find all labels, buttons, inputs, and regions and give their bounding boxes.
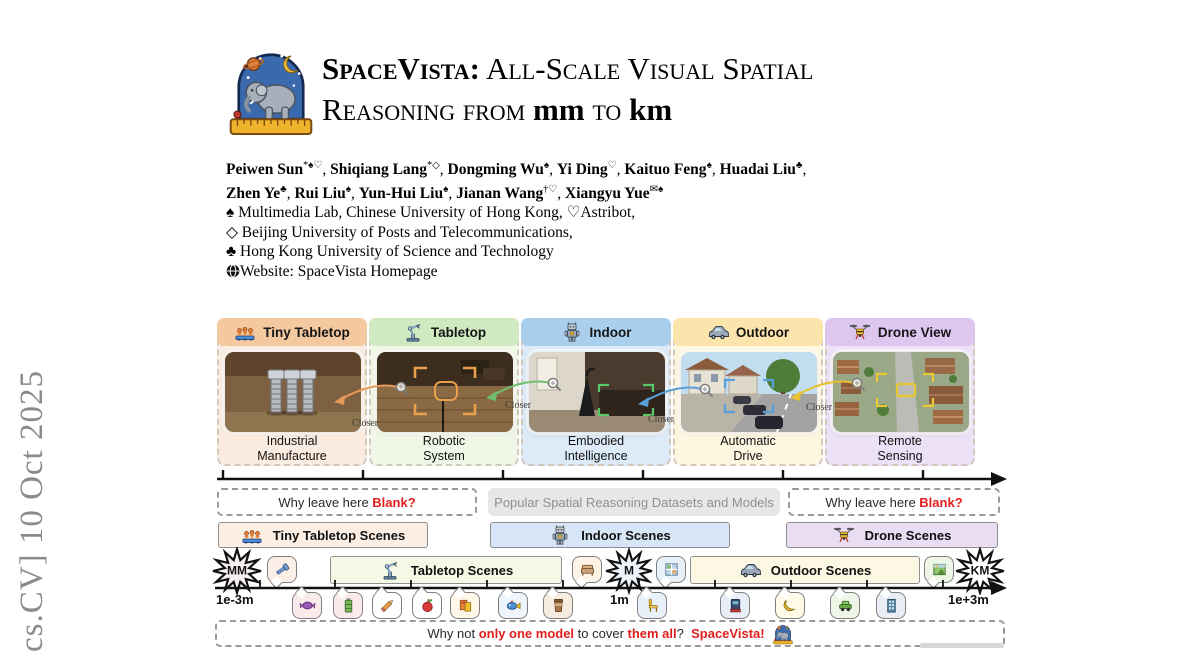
tiny-tabletop-scenes-box: Tiny Tabletop Scenes [218,522,428,548]
panel-caption: Automatic Drive [720,434,776,463]
scale-axis [215,468,1007,488]
mm-burst: MM [210,547,264,595]
candy-bubble [292,592,322,619]
city-map-icon [663,561,680,578]
car-icon [739,560,761,580]
paper-cup-icon [550,597,567,614]
website-line [226,262,1026,282]
mini-assembly-line-icon [241,525,263,545]
m-burst: M [604,547,654,595]
books-icon [457,597,474,614]
car-icon [837,597,854,614]
unit-km: km [629,92,673,127]
affiliation-line: ◇ Beijing University of Posts and Telecommunications, [226,223,573,241]
title-line-2: Reasoning from mm to km [322,92,673,127]
magnifier-icon [548,378,560,390]
closer-label: Closer [505,400,532,411]
author: Shiqiang Lang*◇, [330,160,448,179]
spacevista-mini-logo-icon [773,623,793,645]
robot-arm-icon [379,560,401,580]
unit-mm: mm [532,92,585,127]
books-bubble [450,592,480,619]
chair-bubble [637,592,667,619]
author: Zhen Ye♣, [226,183,295,202]
panel-caption: Industrial Manufacture [257,434,327,463]
blank-question-right: Why leave here Blank? [788,488,1000,516]
closer-label: Closer [352,418,379,429]
bottom-question-box: Why not only one model to cover them all ? SpaceVista! [215,620,1005,647]
arxiv-watermark: cs.CV] 10 Oct 2025 [14,370,50,652]
car-bubble [830,592,860,619]
panel-caption: Robotic System [422,434,466,463]
building-bubble [876,592,906,619]
magnifier-icon [396,382,408,394]
toy-fish-icon [505,597,522,614]
author: Xiangyu Yue✉♠ [565,183,664,202]
highlight-only-one-model: only one model [478,626,575,641]
blank-question-left: Why leave here Blank? [217,488,477,516]
author: Huadai Liu♣, [719,160,807,179]
author: Jianan Wang†♡, [456,183,566,202]
humanoid-robot-icon [561,322,583,342]
panel-header: Drone View [825,318,975,346]
robot-machine-bubble [720,592,750,619]
author: Peiwen Sun*♠♡, [226,160,331,179]
drone-icon [833,525,855,545]
affiliation-line: ♣ Hong Kong University of Science and Technology [226,243,554,261]
drone-icon [849,322,871,342]
battery-bubble [333,592,363,619]
highlight-spacevista: SpaceVista! [691,626,765,641]
panel-header: Outdoor [673,318,823,346]
title-brand: SpaceVista: [322,51,480,86]
author: Yi Ding♡, [556,160,625,179]
scale-min-label: 1e-3m [216,592,254,607]
indoor-scenes-box: Indoor Scenes [490,522,730,548]
cup-bubble [543,592,573,619]
mini-assembly-line-icon [234,322,256,342]
candy-icon [299,597,316,614]
humanoid-robot-icon [549,525,571,545]
battery-icon [340,597,357,614]
spacevista-logo-icon [228,44,314,138]
author-line-1 [226,156,1026,180]
author: Dongming Wu♠, [447,160,557,179]
banana-icon [782,597,799,614]
apple-bubble [412,592,442,619]
magnifier-icon [852,378,864,390]
outdoor-scenes-box: Outdoor Scenes [690,556,920,584]
affiliation-line: ♠ Multimedia Lab, Chinese University of Hong Kong, ♡Astribot, [226,204,636,222]
popular-datasets-box: Popular Spatial Reasoning Datasets and Models [488,488,780,516]
screw-icon [274,561,291,578]
scale-max-label: 1e+3m [948,592,989,607]
tabletop-scenes-box: Tabletop Scenes [330,556,562,584]
author-line-2 [226,180,1026,204]
robot-arm-icon [402,322,424,342]
author: Kaituo Feng♠, [624,160,720,179]
drone-scenes-box: Drone Scenes [786,522,998,548]
km-burst: KM [954,547,1006,595]
scale-mid-label: 1m [610,592,629,607]
arcade-robot-icon [727,597,744,614]
author-block [226,156,1026,281]
blank-highlight: Blank? [919,494,963,510]
closer-label: Closer [648,414,675,425]
panel-header: Indoor [521,318,671,346]
title-line-1: SpaceVista: All-Scale Visual Spatial [322,51,814,86]
panel-caption: Embodied Intelligence [564,434,628,463]
closer-arrow-orange [322,380,414,420]
apple-icon [419,597,436,614]
sofa-icon [579,561,596,578]
blank-highlight: Blank? [372,494,416,510]
chair-icon [644,597,661,614]
pencil-icon [379,597,396,614]
panel-header: Tabletop [369,318,519,346]
banana-bubble [775,592,805,619]
panel-caption: Remote Sensing [877,434,923,463]
website-link[interactable]: Website: SpaceVista Homepage [240,262,438,280]
toy-bubble [498,592,528,619]
author: Yun-Hui Liu♠, [358,183,457,202]
globe-icon [226,264,240,278]
cropped-caption-fragment [920,643,1004,648]
skyscraper-icon [883,597,900,614]
highlight-them-all: them all [627,626,677,641]
author: Rui Liu♠, [294,183,359,202]
car-icon [707,322,729,342]
magnifier-icon [700,384,712,396]
panel-header: Tiny Tabletop [217,318,367,346]
closer-label: Closer [806,402,833,413]
landscape-photo-icon [931,561,948,578]
paper-title [322,48,1002,130]
pencil-bubble [372,592,402,619]
